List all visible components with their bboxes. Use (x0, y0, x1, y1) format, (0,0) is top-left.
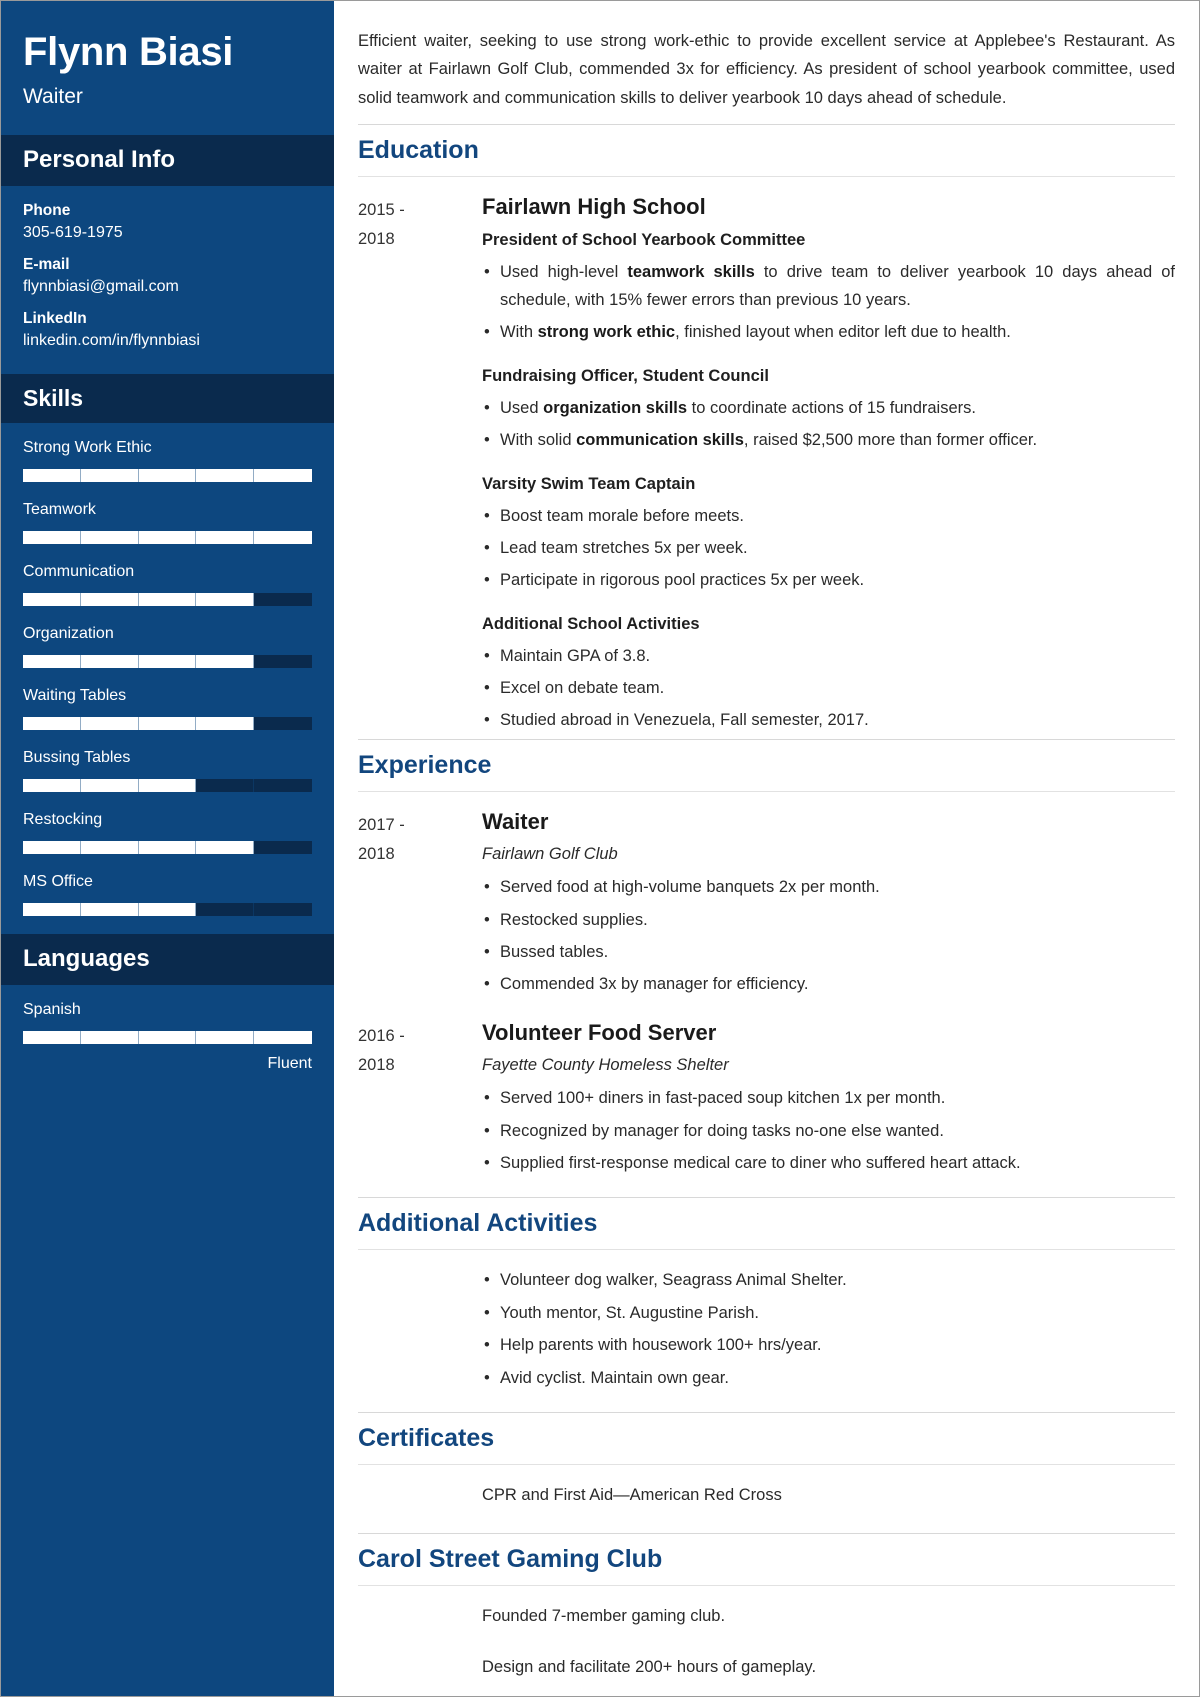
contact-label: E-mail (23, 255, 70, 273)
date-line: 2015 - (358, 201, 405, 220)
education-school: Fairlawn High School (482, 194, 706, 220)
experience-heading: Experience (358, 739, 1175, 792)
experience-list (358, 792, 1175, 1182)
skill-label: Bussing Tables (23, 749, 131, 767)
skill-item (23, 563, 312, 606)
contact-value-email[interactable]: flynnbiasi@gmail.com (23, 277, 179, 295)
personal-info-band (1, 135, 334, 186)
bullet-item: • Used organization skills to coordinate actions of 15 fundraisers. (482, 394, 1175, 422)
education-groups (482, 231, 1175, 735)
date-line: 2016 - (358, 1026, 405, 1045)
sidebar (1, 1, 334, 1696)
section-certificates (358, 1412, 1175, 1533)
experience-body (482, 1019, 1175, 1182)
skill-level-bar (23, 469, 312, 482)
contact-value-linkedin[interactable]: linkedin.com/in/flynnbiasi (23, 331, 200, 349)
education-subgroup-title: Fundraising Officer, Student Council (482, 366, 769, 385)
bullet-item: • With solid communication skills, raised $2,500 more than former officer. (482, 426, 1175, 454)
bullet-item: • Studied abroad in Venezuela, Fall semester, 2017. (482, 706, 1175, 734)
additional-activities-body (482, 1266, 1175, 1396)
additional-activities-entry (358, 1250, 1175, 1396)
skill-level-bar (23, 593, 312, 606)
education-subgroup (482, 231, 1175, 347)
section-gaming-club (358, 1533, 1175, 1681)
gaming-club-line: Design and facilitate 200+ hours of gameplay. (482, 1657, 817, 1676)
experience-job-title: Volunteer Food Server (482, 1019, 717, 1045)
experience-bullets (482, 873, 1175, 999)
education-date (358, 193, 482, 739)
education-subgroup (482, 367, 1175, 455)
contact-item-linkedin (23, 310, 312, 350)
skill-item (23, 439, 312, 482)
identity-block (1, 1, 334, 135)
bullet-item: • Recognized by manager for doing tasks no-one else wanted. (482, 1117, 1175, 1145)
bullet-item: • Help parents with housework 100+ hrs/year. (482, 1331, 1175, 1359)
skill-level-bar (23, 903, 312, 916)
skill-item (23, 811, 312, 854)
education-bullets (482, 502, 1175, 595)
bullet-item: • Commended 3x by manager for efficiency. (482, 970, 1175, 998)
date-line: 2018 (358, 844, 395, 863)
experience-organization: Fairlawn Golf Club (482, 845, 618, 864)
skill-label: Restocking (23, 811, 103, 829)
contact-value-phone[interactable]: 305-619-1975 (23, 223, 123, 241)
bullet-item: • Used high-level teamwork skills to drive team to deliver yearbook 10 days ahead of schedule, with 15% fewer errors than previous 10 years. (482, 258, 1175, 315)
candidate-job-title: Waiter (23, 85, 83, 108)
education-subgroup-title: President of School Yearbook Committee (482, 230, 806, 249)
language-proficiency: Fluent (267, 1054, 312, 1072)
certificates-list (358, 1465, 1175, 1509)
additional-activities-heading: Additional Activities (358, 1197, 1175, 1250)
education-bullets (482, 394, 1175, 455)
experience-job-title: Waiter (482, 808, 549, 834)
skill-item (23, 625, 312, 668)
additional-activities-bullets (482, 1266, 1175, 1392)
education-subgroup-title: Additional School Activities (482, 614, 700, 633)
experience-date (358, 1019, 482, 1182)
skill-level-bar (23, 655, 312, 668)
gaming-club-list (358, 1586, 1175, 1681)
certificates-heading: Certificates (358, 1412, 1175, 1465)
bullet-item: • Participate in rigorous pool practices 5x per week. (482, 566, 1175, 594)
skill-label: Organization (23, 625, 114, 643)
bullet-item: • Excel on debate team. (482, 674, 1175, 702)
language-item (23, 1001, 312, 1073)
education-entry (358, 177, 1175, 739)
date-line: 2018 (358, 230, 395, 248)
bullet-item: • Served food at high-volume banquets 2x per month. (482, 873, 1175, 901)
education-subgroup (482, 615, 1175, 735)
skill-label: Communication (23, 563, 135, 581)
education-bullets (482, 258, 1175, 347)
language-label: Spanish (23, 1000, 81, 1018)
section-additional-activities (358, 1197, 1175, 1412)
personal-info-list (1, 186, 334, 374)
experience-bullets (482, 1084, 1175, 1177)
bullet-item: • Lead team stretches 5x per week. (482, 534, 1175, 562)
education-bullets (482, 642, 1175, 735)
section-experience (358, 739, 1175, 1198)
languages-heading: Languages (23, 945, 150, 973)
main-content (334, 1, 1199, 1696)
bullet-item: • Avid cyclist. Maintain own gear. (482, 1364, 1175, 1392)
skills-list (1, 423, 334, 934)
skill-item (23, 501, 312, 544)
contact-label: LinkedIn (23, 309, 87, 327)
bullet-item: • Supplied first-response medical care to diner who suffered heart attack. (482, 1149, 1175, 1177)
languages-list (1, 985, 334, 1093)
education-subgroup-title: Varsity Swim Team Captain (482, 474, 696, 493)
skill-label: MS Office (23, 873, 93, 891)
bullet-item: • Maintain GPA of 3.8. (482, 642, 1175, 670)
bullet-item: • Served 100+ diners in fast-paced soup kitchen 1x per month. (482, 1084, 1175, 1112)
summary-paragraph: Efficient waiter, seeking to use strong work-ethic to provide excellent service at Applebee's Restaurant. As waiter at Fairlawn Golf Club, commended 3x for efficiency. As president of school yearbook committee, used solid teamwork and communication skills to deliver yearbook 10 days ahead of schedule. (358, 32, 1175, 107)
experience-date (358, 808, 482, 1003)
personal-info-heading: Personal Info (23, 146, 176, 173)
education-heading: Education (358, 124, 1175, 177)
date-line: 2017 - (358, 815, 405, 834)
candidate-name: Flynn Biasi (23, 30, 234, 74)
spacer-column (358, 1266, 482, 1396)
skill-item (23, 749, 312, 792)
skills-band (1, 374, 334, 423)
bullet-item: • Bussed tables. (482, 938, 1175, 966)
gaming-club-heading: Carol Street Gaming Club (358, 1533, 1175, 1586)
contact-label: Phone (23, 201, 71, 219)
skill-label: Waiting Tables (23, 687, 127, 705)
experience-entry (358, 1003, 1175, 1182)
bullet-item: • Youth mentor, St. Augustine Parish. (482, 1299, 1175, 1327)
skill-label: Teamwork (23, 501, 96, 519)
certificate-line: CPR and First Aid—American Red Cross (482, 1485, 782, 1504)
skill-label: Strong Work Ethic (23, 439, 152, 457)
contact-item-phone (23, 202, 312, 242)
skill-level-bar (23, 841, 312, 854)
languages-band (1, 934, 334, 985)
date-line: 2018 (358, 1055, 395, 1074)
education-subgroup (482, 475, 1175, 595)
experience-organization: Fayette County Homeless Shelter (482, 1056, 729, 1075)
language-level-bar (23, 1031, 312, 1044)
bullet-item: • Restocked supplies. (482, 906, 1175, 934)
skill-level-bar (23, 717, 312, 730)
experience-entry (358, 792, 1175, 1003)
education-body (482, 193, 1175, 739)
section-education (358, 124, 1175, 739)
gaming-club-line: Founded 7-member gaming club. (482, 1607, 726, 1626)
skill-level-bar (23, 531, 312, 544)
skill-item (23, 873, 312, 916)
skills-heading: Skills (23, 384, 84, 411)
skill-level-bar (23, 779, 312, 792)
bullet-item: • With strong work ethic, finished layout when editor left due to health. (482, 318, 1175, 346)
bullet-item: • Volunteer dog walker, Seagrass Animal Shelter. (482, 1266, 1175, 1294)
experience-body (482, 808, 1175, 1003)
bullet-item: • Boost team morale before meets. (482, 502, 1175, 530)
skill-item (23, 687, 312, 730)
contact-item-email (23, 256, 312, 296)
